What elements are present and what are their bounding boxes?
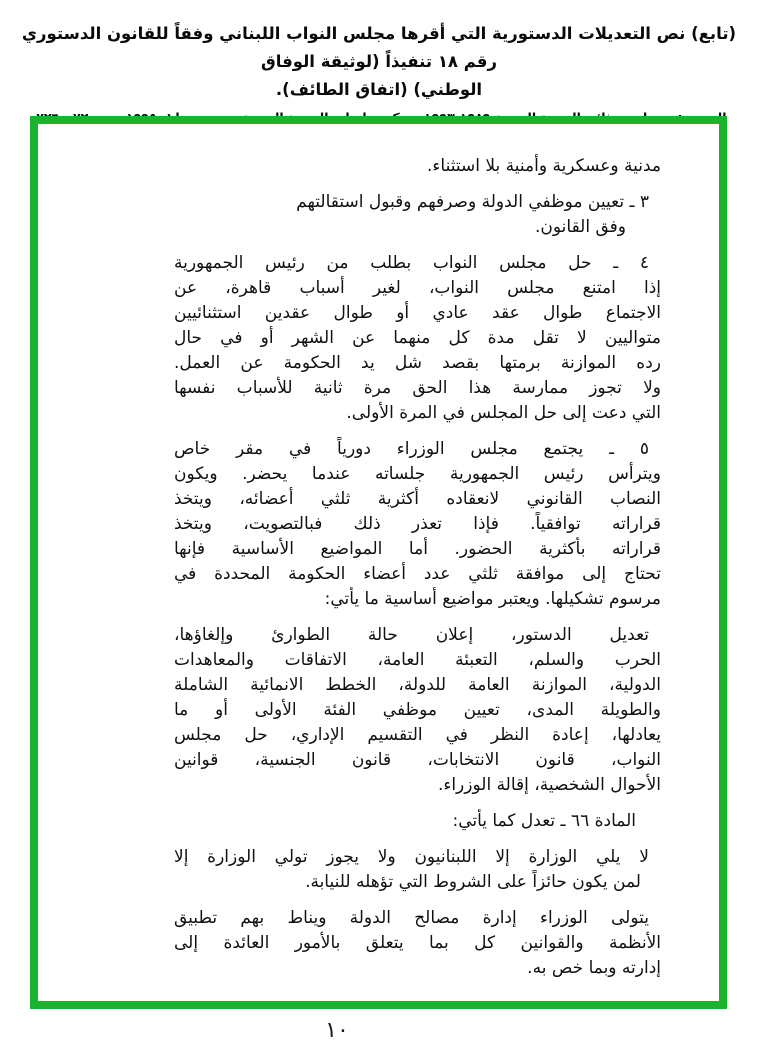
body-paragraph bbox=[174, 623, 661, 798]
body-line: الدولية، الموازنة العامة للدولة، الخطط الانمائية الشاملة bbox=[174, 675, 661, 695]
body-line: الأحوال الشخصية، إقالة الوزراء. bbox=[437, 775, 661, 795]
body-line: يتولى الوزراء إدارة مصالح الدولة ويناط بهم تطبيق bbox=[174, 908, 649, 928]
body-line: المادة ٦٦ ـ تعدل كما يأتي: bbox=[452, 811, 636, 831]
document-header bbox=[12, 20, 746, 130]
body-line: يعادلها، إعادة النظر في التقسيم الإداري، حل مجلس bbox=[174, 725, 661, 745]
body-line: قراراته توافقياً. فإذا تعذر ذلك فبالتصويت، ويتخذ bbox=[174, 514, 661, 534]
body-line: الأنظمة والقوانين كل بما يتعلق بالأمور العائدة إلى bbox=[174, 933, 661, 953]
body-line: وفق القانون. bbox=[534, 217, 626, 237]
body-line: التي دعت إلى حل المجلس في المرة الأولى. bbox=[346, 403, 661, 423]
body-line: إدارته وبما خص به. bbox=[527, 958, 661, 978]
body-paragraph bbox=[174, 809, 661, 834]
body-line: إذا امتنع مجلس النواب، لغير أسباب قاهرة، عن bbox=[174, 278, 661, 298]
green-frame-box bbox=[30, 116, 727, 1009]
body-line: ٥ ـ يجتمع مجلس الوزراء دورياً في مقر خاص bbox=[174, 439, 649, 459]
body-line: رده الموازنة برمتها بقصد شل يد الحكومة عن العمل. bbox=[174, 353, 661, 373]
body-line: مدنية وعسكرية وأمنية بلا استثناء. bbox=[427, 156, 661, 176]
body-line: تعديل الدستور، إعلان حالة الطوارئ وإلغاؤها، bbox=[174, 625, 649, 645]
header-title-line-2: الوطني) (اتفاق الطائف). bbox=[275, 80, 483, 99]
body-line: متواليين لا تقل مدة كل منهما عن الشهر أو في حال bbox=[174, 328, 661, 348]
body-paragraph bbox=[174, 906, 661, 981]
body-line: قراراته بأكثرية الحضور. أما المواضيع الأساسية فإنها bbox=[174, 539, 661, 559]
body-line: الحرب والسلم، التعبئة العامة، الاتفاقات والمعاهدات bbox=[174, 650, 661, 670]
body-line: ولا تجوز ممارسة هذا الحق مرة ثانية للأسباب نفسها bbox=[174, 378, 661, 398]
body-line: النصاب القانوني لانعقاده أكثرية ثلثي أعضائه، ويتخذ bbox=[174, 489, 661, 509]
body-line: مرسوم تشكيلها. ويعتبر مواضيع أساسية ما يأتي: bbox=[324, 589, 661, 609]
body-line: النواب، قانون الانتخابات، قانون الجنسية، قوانين bbox=[174, 750, 661, 770]
page-number: ١٠ bbox=[325, 1018, 349, 1043]
body-line: ويترأس رئيس الجمهورية جلساته عندما يحضر. ويكون bbox=[174, 464, 661, 484]
body-paragraph bbox=[174, 251, 661, 426]
body-paragraph bbox=[174, 190, 661, 240]
body-paragraph bbox=[174, 845, 661, 895]
body-line: ٤ ـ حل مجلس النواب بطلب من رئيس الجمهورية bbox=[174, 253, 649, 273]
body-line: ٣ ـ تعيين موظفي الدولة وصرفهم وقبول استقالتهم bbox=[296, 192, 649, 212]
body-line: لا يلي الوزارة إلا اللبنانيون ولا يجوز تولي الوزارة إلا bbox=[174, 847, 649, 867]
body-paragraph bbox=[174, 154, 661, 179]
body-line: الاجتماع طوال عقد عادي أو طوال عقدين استثنائيين bbox=[174, 303, 661, 323]
header-title-line-1: (تابع) نص التعديلات الدستورية التي أقرها مجلس النواب اللبناني وفقاً للقانون الدستوري رقم ١٨ تنفيذاً (لوثيقة الوفاق bbox=[21, 24, 737, 71]
body-line: والطويلة المدى، تعيين موظفي الفئة الأولى أو ما bbox=[174, 700, 661, 720]
body-paragraph bbox=[174, 437, 661, 612]
body-text-column bbox=[174, 154, 661, 992]
body-line: تحتاج إلى موافقة ثلثي عدد أعضاء الحكومة المحددة في bbox=[174, 564, 661, 584]
body-line: لمن يكون حائزاً على الشروط التي تؤهله للنيابة. bbox=[305, 872, 641, 892]
